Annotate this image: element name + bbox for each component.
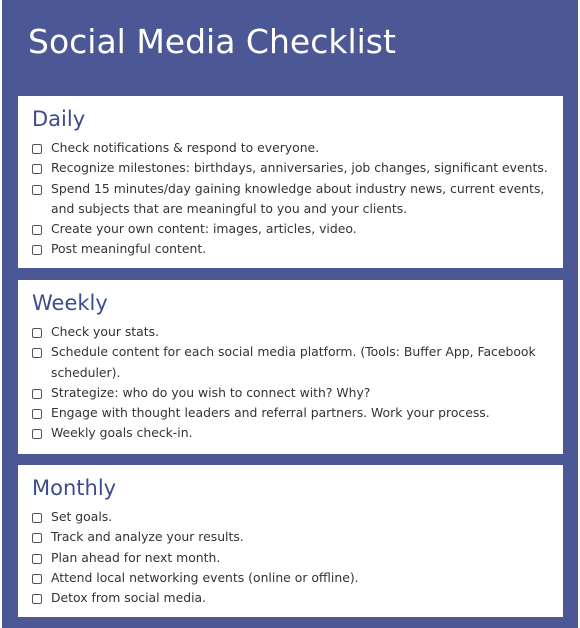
checkbox[interactable]	[32, 513, 42, 523]
item-label: Schedule content for each social media platform. (Tools: Buffer App, Facebook scheduler).	[51, 344, 536, 380]
checklist-item	[32, 179, 553, 220]
checklist-item	[32, 219, 553, 239]
item-label: Check notifications & respond to everyone.	[51, 140, 320, 155]
checklist-item	[32, 383, 553, 403]
checklist-item	[32, 507, 553, 527]
item-label: Set goals.	[51, 509, 113, 524]
checkbox[interactable]	[32, 554, 42, 564]
item-label: Track and analyze your results.	[51, 529, 244, 545]
checklist-item	[32, 588, 553, 608]
item-label: Strategize: who do you wish to connect with? Why?	[51, 384, 371, 400]
checklist-item	[32, 342, 553, 383]
checkbox[interactable]	[32, 144, 42, 154]
checkbox[interactable]	[32, 225, 42, 235]
weekly-section	[18, 280, 563, 454]
checkbox[interactable]	[32, 164, 42, 174]
section-heading: Daily	[32, 107, 86, 131]
checkbox[interactable]	[32, 533, 42, 543]
item-label: Weekly goals check-in.	[51, 425, 193, 441]
item-label: Engage with thought leaders and referral partners. Work your process.	[51, 405, 490, 421]
page-title: Social Media Checklist	[28, 22, 396, 62]
checklist	[32, 322, 553, 444]
checklist-item	[32, 158, 553, 178]
checkbox[interactable]	[32, 574, 42, 584]
checklist	[32, 507, 553, 608]
section-heading: Weekly	[32, 291, 108, 315]
checklist-item	[32, 322, 553, 342]
monthly-section	[18, 465, 563, 617]
checklist-item	[32, 239, 553, 259]
checklist-item	[32, 403, 553, 423]
checklist-item	[32, 568, 553, 588]
checkbox[interactable]	[32, 429, 42, 439]
item-label: Create your own content: images, articles, video.	[51, 221, 357, 237]
checklist-frame	[2, 0, 578, 628]
daily-section	[18, 96, 563, 268]
checklist-item	[32, 138, 553, 158]
item-label: Detox from social media.	[51, 590, 207, 606]
checklist-item	[32, 423, 553, 443]
item-label: Plan ahead for next month.	[51, 549, 221, 565]
checkbox[interactable]	[32, 409, 42, 419]
checklist-item	[32, 527, 553, 547]
checkbox[interactable]	[32, 348, 42, 358]
item-label: Attend local networking events (online or offline).	[51, 569, 359, 585]
section-heading: Monthly	[32, 476, 117, 500]
checkbox[interactable]	[32, 328, 42, 338]
checkbox[interactable]	[32, 594, 42, 604]
checkbox[interactable]	[32, 389, 42, 399]
checkbox[interactable]	[32, 185, 42, 195]
checkbox[interactable]	[32, 245, 42, 255]
item-label: Check your stats.	[51, 324, 160, 339]
checklist-item	[32, 548, 553, 568]
item-label: Spend 15 minutes/day gaining knowledge about industry news, current events, and subjects that are meaningful to you and your clients.	[51, 180, 545, 216]
checklist	[32, 138, 553, 260]
item-label: Recognize milestones: birthdays, anniversaries, job changes, significant events.	[51, 160, 548, 176]
item-label: Post meaningful content.	[51, 241, 207, 257]
